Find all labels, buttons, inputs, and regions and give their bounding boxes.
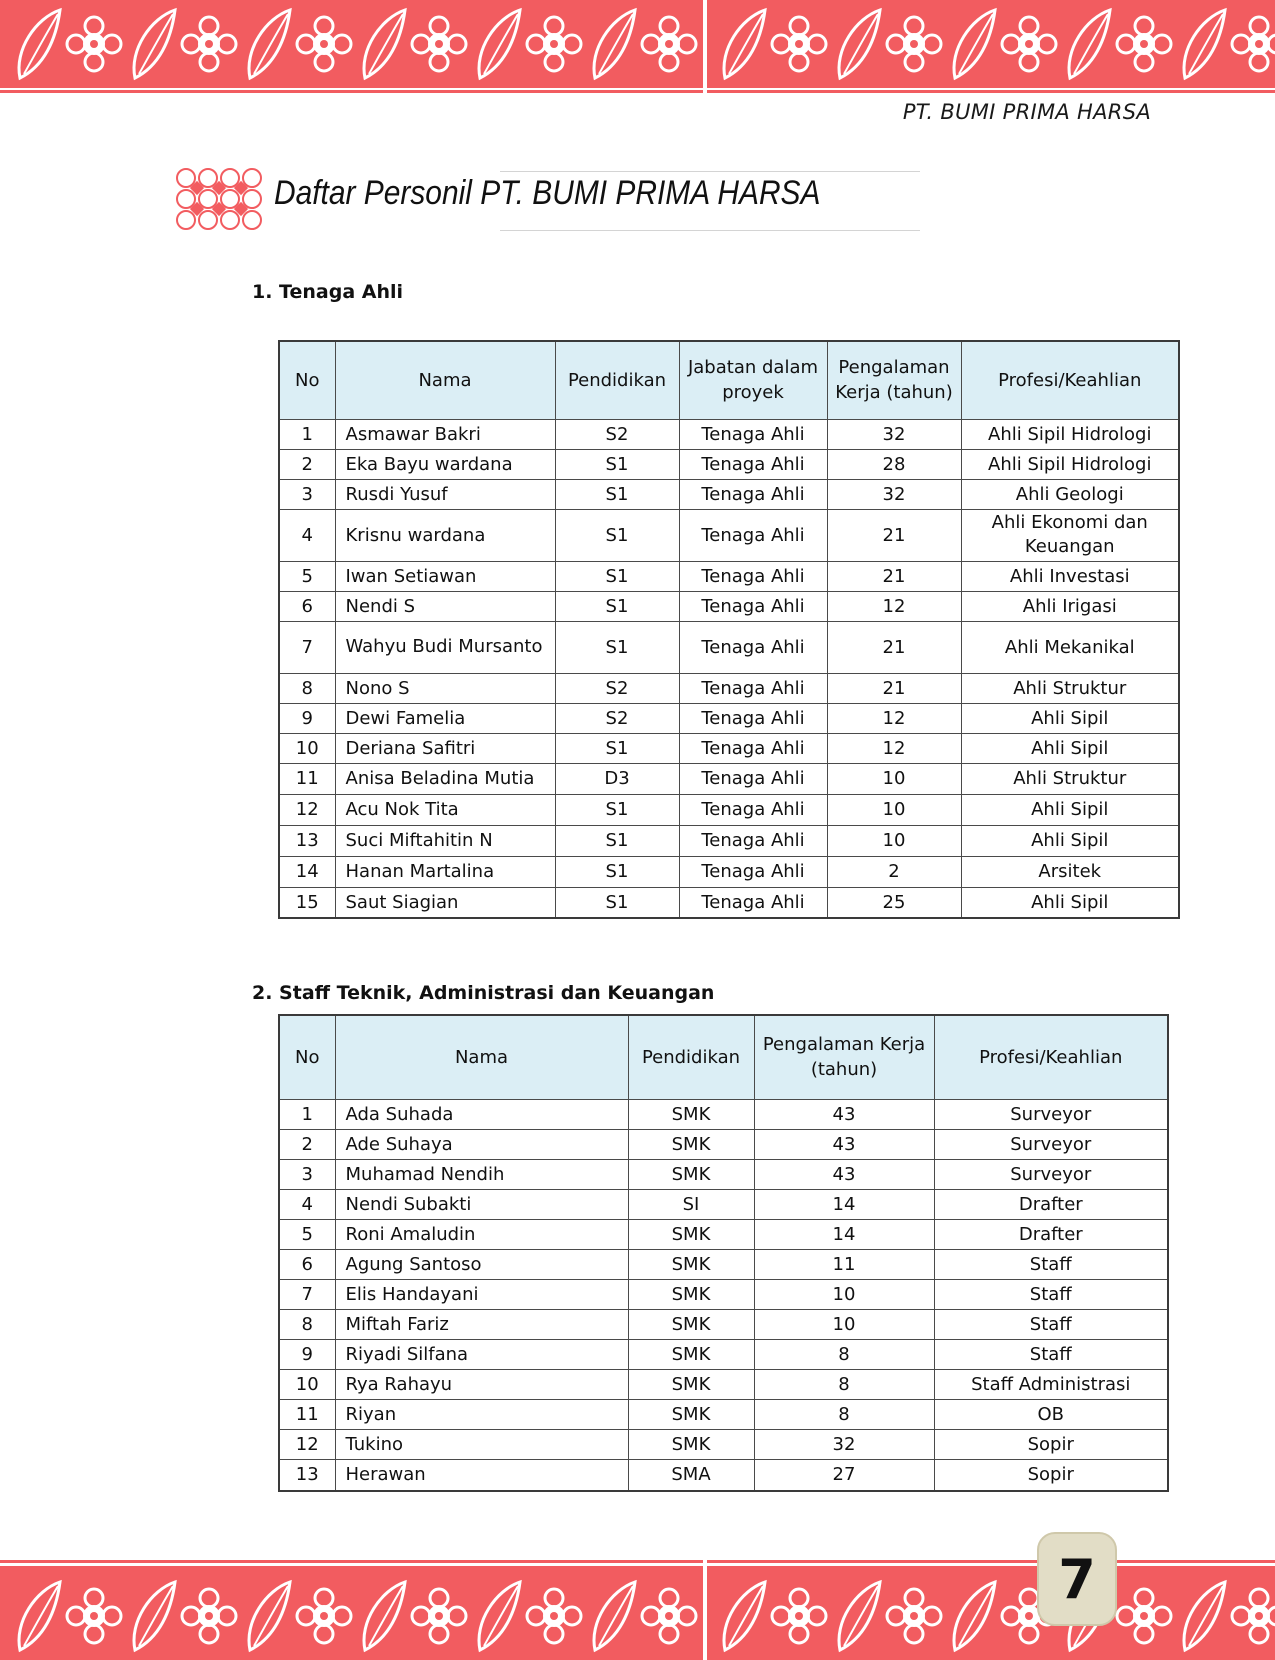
table-row (279, 1309, 1168, 1339)
col-header: Pendidikan (555, 341, 679, 419)
cell-no: 5 (279, 1219, 335, 1249)
cell-profesi: Drafter (934, 1219, 1168, 1249)
cell-pendidikan: SMK (628, 1429, 754, 1459)
cell-pendidikan: S1 (555, 591, 679, 621)
table-row (279, 1159, 1168, 1189)
top-batik-band (0, 0, 1275, 100)
cell-no: 14 (279, 856, 335, 887)
cell-no: 4 (279, 1189, 335, 1219)
cell-pengalaman: 2 (827, 856, 961, 887)
title-top-rule (500, 171, 920, 172)
cell-pendidikan: S1 (555, 794, 679, 825)
cell-pendidikan: S1 (555, 887, 679, 918)
cell-pendidikan: SMK (628, 1339, 754, 1369)
cell-profesi: Sopir (934, 1459, 1168, 1491)
cell-pendidikan: S1 (555, 509, 679, 561)
table-row (279, 1459, 1168, 1491)
cell-nama: Tukino (335, 1429, 628, 1459)
cell-pengalaman: 21 (827, 509, 961, 561)
cell-nama: Riyadi Silfana (335, 1339, 628, 1369)
cell-pengalaman: 11 (754, 1249, 934, 1279)
col-header: Pendidikan (628, 1015, 754, 1099)
col-header: Nama (335, 1015, 628, 1099)
cell-nama: Dewi Famelia (335, 703, 555, 733)
col-header: Jabatan dalam proyek (679, 341, 827, 419)
page-number: 7 (1037, 1532, 1117, 1626)
cell-pengalaman: 12 (827, 703, 961, 733)
cell-no: 13 (279, 825, 335, 856)
cell-pengalaman: 10 (827, 825, 961, 856)
table-row (279, 733, 1179, 763)
cell-nama: Miftah Fariz (335, 1309, 628, 1339)
cell-jabatan: Tenaga Ahli (679, 621, 827, 673)
cell-no: 7 (279, 621, 335, 673)
cell-nama: Herawan (335, 1459, 628, 1491)
table-row (279, 1399, 1168, 1429)
cell-jabatan: Tenaga Ahli (679, 591, 827, 621)
cell-profesi: Ahli Sipil (961, 733, 1179, 763)
cell-nama: Wahyu Budi Mursanto (335, 621, 555, 673)
title-row (170, 166, 950, 236)
cell-profesi: Surveyor (934, 1099, 1168, 1129)
cell-no: 8 (279, 1309, 335, 1339)
section2-heading: 2. Staff Teknik, Administrasi dan Keuangan (252, 982, 715, 1004)
cell-pendidikan: S1 (555, 479, 679, 509)
cell-no: 2 (279, 1129, 335, 1159)
cell-pengalaman: 28 (827, 449, 961, 479)
cell-no: 7 (279, 1279, 335, 1309)
cell-no: 15 (279, 887, 335, 918)
cell-nama: Roni Amaludin (335, 1219, 628, 1249)
table-row (279, 1189, 1168, 1219)
cell-pengalaman: 8 (754, 1369, 934, 1399)
cell-no: 8 (279, 673, 335, 703)
cell-pendidikan: SMK (628, 1219, 754, 1249)
cell-pendidikan: S2 (555, 673, 679, 703)
batik-emblem-icon (170, 166, 268, 232)
cell-nama: Asmawar Bakri (335, 419, 555, 449)
cell-pengalaman: 21 (827, 621, 961, 673)
cell-no: 11 (279, 763, 335, 794)
col-header: No (279, 1015, 335, 1099)
cell-profesi: Staff (934, 1339, 1168, 1369)
cell-profesi: Sopir (934, 1429, 1168, 1459)
table-row (279, 591, 1179, 621)
cell-pendidikan: SMK (628, 1369, 754, 1399)
cell-nama: Deriana Safitri (335, 733, 555, 763)
cell-profesi: OB (934, 1399, 1168, 1429)
cell-profesi: Drafter (934, 1189, 1168, 1219)
cell-profesi: Surveyor (934, 1159, 1168, 1189)
cell-nama: Riyan (335, 1399, 628, 1429)
cell-no: 10 (279, 1369, 335, 1399)
cell-nama: Anisa Beladina Mutia (335, 763, 555, 794)
cell-pendidikan: SMK (628, 1249, 754, 1279)
cell-pengalaman: 8 (754, 1399, 934, 1429)
cell-pengalaman: 10 (827, 763, 961, 794)
cell-pengalaman: 32 (754, 1429, 934, 1459)
cell-nama: Rusdi Yusuf (335, 479, 555, 509)
cell-pendidikan: S1 (555, 449, 679, 479)
table-row (279, 1369, 1168, 1399)
cell-pendidikan: S1 (555, 825, 679, 856)
table-header-row (279, 341, 1179, 419)
cell-no: 11 (279, 1399, 335, 1429)
cell-nama: Acu Nok Tita (335, 794, 555, 825)
table-row (279, 673, 1179, 703)
cell-jabatan: Tenaga Ahli (679, 673, 827, 703)
cell-nama: Ada Suhada (335, 1099, 628, 1129)
cell-profesi: Arsitek (961, 856, 1179, 887)
cell-pengalaman: 43 (754, 1159, 934, 1189)
col-header: Profesi/Keahlian (961, 341, 1179, 419)
table-row (279, 856, 1179, 887)
cell-jabatan: Tenaga Ahli (679, 763, 827, 794)
cell-profesi: Ahli Sipil Hidrologi (961, 449, 1179, 479)
cell-profesi: Ahli Geologi (961, 479, 1179, 509)
cell-profesi: Staff Administrasi (934, 1369, 1168, 1399)
cell-nama: Agung Santoso (335, 1249, 628, 1279)
cell-jabatan: Tenaga Ahli (679, 825, 827, 856)
cell-nama: Nendi S (335, 591, 555, 621)
cell-profesi: Ahli Investasi (961, 561, 1179, 591)
cell-pengalaman: 32 (827, 479, 961, 509)
cell-nama: Iwan Setiawan (335, 561, 555, 591)
staff-table (278, 1014, 1169, 1492)
cell-no: 4 (279, 509, 335, 561)
cell-no: 12 (279, 794, 335, 825)
cell-pendidikan: SI (628, 1189, 754, 1219)
table-row (279, 1249, 1168, 1279)
company-header: PT. BUMI PRIMA HARSA (902, 100, 1151, 124)
table-row (279, 703, 1179, 733)
cell-no: 3 (279, 479, 335, 509)
col-header: Pengalaman Kerja (tahun) (827, 341, 961, 419)
table-row (279, 1339, 1168, 1369)
tenaga-ahli-table (278, 340, 1180, 919)
table-row (279, 1429, 1168, 1459)
cell-pendidikan: SMK (628, 1279, 754, 1309)
title-bottom-rule (500, 230, 920, 231)
cell-pendidikan: S1 (555, 561, 679, 591)
cell-pengalaman: 21 (827, 561, 961, 591)
cell-profesi: Ahli Ekonomi dan Keuangan (961, 509, 1179, 561)
cell-pengalaman: 32 (827, 419, 961, 449)
cell-jabatan: Tenaga Ahli (679, 509, 827, 561)
cell-nama: Nendi Subakti (335, 1189, 628, 1219)
cell-pengalaman: 10 (827, 794, 961, 825)
table-row (279, 419, 1179, 449)
cell-jabatan: Tenaga Ahli (679, 887, 827, 918)
cell-pengalaman: 8 (754, 1339, 934, 1369)
cell-profesi: Staff (934, 1279, 1168, 1309)
table-row (279, 621, 1179, 673)
cell-profesi: Ahli Sipil (961, 794, 1179, 825)
cell-profesi: Ahli Irigasi (961, 591, 1179, 621)
cell-profesi: Surveyor (934, 1129, 1168, 1159)
cell-no: 6 (279, 1249, 335, 1279)
cell-nama: Ade Suhaya (335, 1129, 628, 1159)
col-header: Profesi/Keahlian (934, 1015, 1168, 1099)
cell-jabatan: Tenaga Ahli (679, 733, 827, 763)
cell-pengalaman: 43 (754, 1099, 934, 1129)
cell-jabatan: Tenaga Ahli (679, 703, 827, 733)
cell-pendidikan: SMK (628, 1129, 754, 1159)
cell-profesi: Ahli Sipil (961, 703, 1179, 733)
table-row (279, 449, 1179, 479)
cell-nama: Suci Miftahitin N (335, 825, 555, 856)
cell-jabatan: Tenaga Ahli (679, 479, 827, 509)
cell-nama: Krisnu wardana (335, 509, 555, 561)
cell-pendidikan: S2 (555, 419, 679, 449)
cell-jabatan: Tenaga Ahli (679, 794, 827, 825)
cell-pendidikan: S1 (555, 733, 679, 763)
cell-nama: Hanan Martalina (335, 856, 555, 887)
table-row (279, 825, 1179, 856)
cell-profesi: Ahli Sipil (961, 887, 1179, 918)
cell-pengalaman: 14 (754, 1189, 934, 1219)
cell-pengalaman: 10 (754, 1279, 934, 1309)
cell-pengalaman: 27 (754, 1459, 934, 1491)
cell-profesi: Ahli Struktur (961, 763, 1179, 794)
table-row (279, 1219, 1168, 1249)
cell-nama: Rya Rahayu (335, 1369, 628, 1399)
cell-pendidikan: SMK (628, 1309, 754, 1339)
table-row (279, 763, 1179, 794)
cell-jabatan: Tenaga Ahli (679, 561, 827, 591)
cell-no: 1 (279, 419, 335, 449)
cell-profesi: Ahli Sipil Hidrologi (961, 419, 1179, 449)
cell-nama: Elis Handayani (335, 1279, 628, 1309)
cell-pendidikan: S1 (555, 856, 679, 887)
col-header: Pengalaman Kerja (tahun) (754, 1015, 934, 1099)
cell-profesi: Ahli Mekanikal (961, 621, 1179, 673)
table-row (279, 1279, 1168, 1309)
col-header: No (279, 341, 335, 419)
section1-heading: 1. Tenaga Ahli (252, 281, 404, 303)
cell-pendidikan: S2 (555, 703, 679, 733)
table-row (279, 479, 1179, 509)
cell-no: 2 (279, 449, 335, 479)
cell-pendidikan: SMA (628, 1459, 754, 1491)
cell-no: 5 (279, 561, 335, 591)
cell-nama: Saut Siagian (335, 887, 555, 918)
table-row (279, 1099, 1168, 1129)
table-row (279, 794, 1179, 825)
cell-pengalaman: 12 (827, 733, 961, 763)
cell-nama: Eka Bayu wardana (335, 449, 555, 479)
cell-profesi: Staff (934, 1309, 1168, 1339)
cell-profesi: Ahli Struktur (961, 673, 1179, 703)
table-row (279, 509, 1179, 561)
cell-nama: Nono S (335, 673, 555, 703)
table-row (279, 887, 1179, 918)
cell-jabatan: Tenaga Ahli (679, 856, 827, 887)
cell-pengalaman: 14 (754, 1219, 934, 1249)
cell-pengalaman: 25 (827, 887, 961, 918)
table-row (279, 561, 1179, 591)
cell-pengalaman: 43 (754, 1129, 934, 1159)
cell-pengalaman: 21 (827, 673, 961, 703)
cell-pendidikan: SMK (628, 1099, 754, 1129)
cell-pendidikan: D3 (555, 763, 679, 794)
cell-no: 10 (279, 733, 335, 763)
cell-pendidikan: SMK (628, 1159, 754, 1189)
cell-profesi: Staff (934, 1249, 1168, 1279)
cell-no: 3 (279, 1159, 335, 1189)
cell-jabatan: Tenaga Ahli (679, 449, 827, 479)
cell-no: 9 (279, 703, 335, 733)
cell-no: 1 (279, 1099, 335, 1129)
cell-no: 12 (279, 1429, 335, 1459)
cell-pendidikan: SMK (628, 1399, 754, 1429)
cell-pengalaman: 12 (827, 591, 961, 621)
cell-no: 6 (279, 591, 335, 621)
cell-no: 9 (279, 1339, 335, 1369)
cell-nama: Muhamad Nendih (335, 1159, 628, 1189)
table-header-row (279, 1015, 1168, 1099)
cell-no: 13 (279, 1459, 335, 1491)
cell-jabatan: Tenaga Ahli (679, 419, 827, 449)
cell-profesi: Ahli Sipil (961, 825, 1179, 856)
page-title: Daftar Personil PT. BUMI PRIMA HARSA (274, 174, 821, 212)
cell-pendidikan: S1 (555, 621, 679, 673)
cell-pengalaman: 10 (754, 1309, 934, 1339)
col-header: Nama (335, 341, 555, 419)
table-row (279, 1129, 1168, 1159)
